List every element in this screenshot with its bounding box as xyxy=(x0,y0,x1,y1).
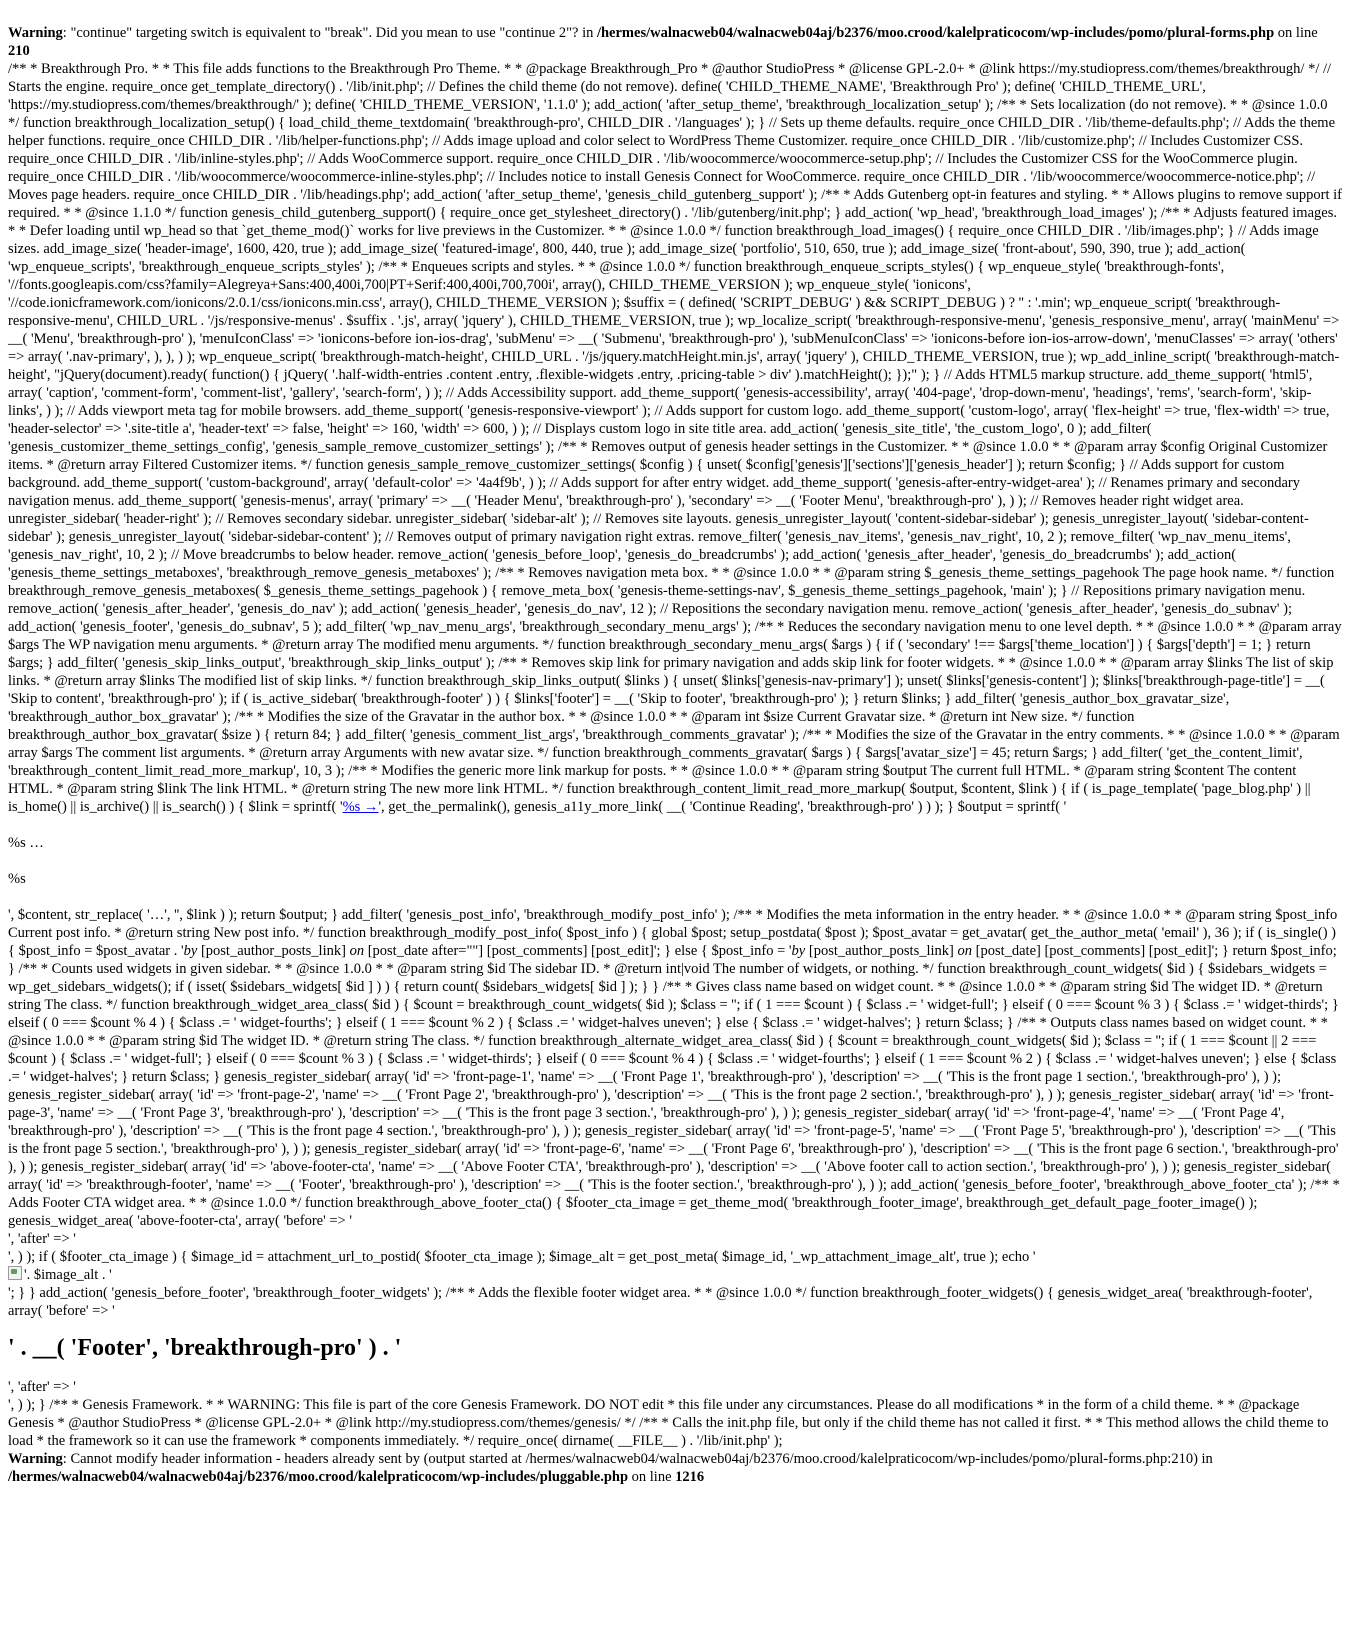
source-text-block: [post_author_posts_link] xyxy=(197,943,350,959)
warning-line-number: 210 xyxy=(8,43,30,59)
after-arg-line: ', 'after' => ' xyxy=(8,1231,76,1247)
warning-label: Warning xyxy=(8,25,63,41)
read-more-link[interactable]: %s → xyxy=(342,799,379,815)
italic-by: by xyxy=(183,943,198,959)
php-source-dump-continued xyxy=(8,906,1342,1230)
php-source-dump-genesis xyxy=(8,1396,1342,1450)
source-text-block: [post_date] [post_comments] [post_edit]'; } return $post_info; } /** * Counts used widgets in given sidebar. * * @since 1.0.0 * * @param string $id The sidebar ID. * @return int|void The number of widgets, or nothing. */ function breakthrough_count_widgets( $id ) { $sidebars_widgets = wp_get_sidebars_widgets(); if ( isset( $sidebars_widgets[ $id ] ) ) { return count( $sidebars_widgets[ $id ] ); } } /** * Gives class name based on widget count. * * @since 1.0.0 * * @param string $id The widget ID. * @return string The class. */ function breakthrough_widget_area_class( $id ) { $count = breakthrough_count_widgets( $id ); $class = ''; if ( 1 === $count ) { $class .= ' widget-full'; } elseif ( 0 === $count % 3 ) { $class .= ' widget-thirds'; } elseif ( 0 === $count % 4 ) { $class .= ' widget-fourths'; } elseif ( 1 === $count % 2 ) { $class .= ' widget-halves uneven'; } else { $class .= ' widget-halves'; } return $class; } /** * Outputs class names based on widget count. * * @since 1.0.0 * * @param string $id The widget ID. * @return string The class. */ function breakthrough_alternate_widget_area_class( $id ) { $count = breakthrough_count_widgets( $id ); $class = ''; if ( 1 === $count || 2 === $count ) { $class .= ' widget-full'; } elseif ( 0 === $count % 3 ) { $class .= ' widget-thirds'; } elseif ( 0 === $count % 4 ) { $class .= ' widget-fourths'; } elseif ( 1 === $count % 2 ) { $class .= ' widget-halves uneven'; } else { $class .= ' widget-halves'; } return $class; } genesis_register_sidebar( array( 'id' => 'front-page-1', 'name' => __( 'Front Page 1', 'breakthrough-pro' ), 'description' => __( 'This is the front page 1 section.', 'breakthrough-pro' ), ) ); genesis_register_sidebar( array( 'id' => 'front-page-2', 'name' => __( 'Front Page 2', 'breakthrough-pro' ), 'description' => __( 'This is the front page 2 section.', 'breakthrough-pro' ), ) ); genesis_register_sidebar( array( 'id' => 'front-page-3', 'name' => __( 'Front Page 3', 'breakthrough-pro' ), 'description' => __( 'This is the front page 3 section.', 'breakthrough-pro' ), ) ); genesis_register_sidebar( array( 'id' => 'front-page-4', 'name' => __( 'Front Page 4', 'breakthrough-pro' ), 'description' => __( 'This is the front page 4 section.', 'breakthrough-pro' ), ) ); genesis_register_sidebar( array( 'id' => 'front-page-5', 'name' => __( 'Front Page 5', 'breakthrough-pro' ), 'description' => __( 'This is the front page 5 section.', 'breakthrough-pro' ), ) ); genesis_register_sidebar( array( 'id' => 'front-page-6', 'name' => __( 'Front Page 6', 'breakthrough-pro' ), 'description' => __( 'This is the front page 6 section.', 'breakthrough-pro' ), ) ); genesis_register_sidebar( array( 'id' => 'above-footer-cta', 'name' => __( 'Above Footer CTA', 'breakthrough-pro' ), 'description' => __( 'Above footer call to action section.', 'breakthrough-pro' ), ) ); genesis_register_sidebar( array( 'id' => 'breakthrough-footer', 'name' => __( 'Footer', 'breakthrough-pro' ), 'description' => __( 'This is the footer section.', 'breakthrough-pro' ), ) ); add_action( 'genesis_before_footer', 'breakthrough_above_footer_cta' ); /** * Adds Footer CTA widget area. * * @since 1.0.0 */ function breakthrough_above_footer_cta() { $footer_cta_image = get_theme_mod( 'breakthrough_footer_image', breakthrough_get_default_page_footer_image() ); genesis_widget_area( 'above-footer-cta', array( 'before' => ' xyxy=(8,943,1340,1229)
image-alt-text: '. $image_alt . ' xyxy=(24,1267,112,1283)
warning-file-path: /hermes/walnacweb04/walnacweb04aj/b2376/moo.crood/kalelpraticocom/wp-includes/pluggable.php xyxy=(8,1469,629,1485)
footer-heading: ' . __( 'Footer', 'breakthrough-pro' ) . ' xyxy=(8,1335,402,1361)
php-source-dump xyxy=(8,60,1342,816)
php-source-dump-footer xyxy=(8,1284,1342,1320)
php-warning-top xyxy=(8,24,1342,60)
italic-on: on xyxy=(349,943,365,959)
warning-message: : "continue" targeting switch is equivalent to "break". Did you mean to use "continue 2"? in xyxy=(62,25,597,41)
source-text-block: '; } } add_action( 'genesis_before_footer', 'breakthrough_footer_widgets' ); /** * Adds the flexible footer widget area. * * @since 1.0.0 */ function breakthrough_footer_widgets() { genesis_widget_area( 'breakthrough-footer', array( 'before' => ' xyxy=(8,1285,1313,1319)
source-text-block: ', get_the_permalink(), genesis_a11y_more_link( __( 'Continue Reading', 'breakthrough-pro' ) ) ); } $output = sprintf( ' xyxy=(378,799,1067,815)
php-source-dump-cta xyxy=(8,1248,1342,1266)
after-arg-line: ', 'after' => ' xyxy=(8,1379,76,1395)
italic-by: by xyxy=(791,943,806,959)
source-text-block: /** * Breakthrough Pro. * * This file adds functions to the Breakthrough Pro Theme. * * @package Breakthrough_Pro * @author StudioPress * @license GPL-2.0+ * @link https://my.studiopress.com/themes/breakthrough/ */ // Starts the engine. require_once get_template_directory() . '/lib/init.php'; // Defines the child theme (do not remove). define( 'CHILD_THEME_NAME', 'Breakthrough Pro' ); define( 'CHILD_THEME_URL', 'https://my.studiopress.com/themes/breakthrough/' ); define( 'CHILD_THEME_VERSION', '1.1.0' ); add_action( 'after_setup_theme', 'breakthrough_localization_setup' ); /** * Sets localization (do not remove). * * @since 1.0.0 */ function breakthrough_localization_setup() { load_child_theme_textdomain( 'breakthrough-pro', CHILD_DIR . '/languages' ); } // Sets up theme defaults. require_once CHILD_DIR . '/lib/theme-defaults.php'; // Adds the theme helper functions. require_once CHILD_DIR . '/lib/helper-functions.php'; // Adds image upload and color select to WordPress Theme Customizer. require_once CHILD_DIR . '/lib/customize.php'; // Includes Customizer CSS. require_once CHILD_DIR . '/lib/inline-styles.php'; // Adds WooCommerce support. require_once CHILD_DIR . '/lib/woocommerce/woocommerce-setup.php'; // Includes the Customizer CSS for the WooCommerce plugin. require_once CHILD_DIR . '/lib/woocommerce/woocommerce-inline-styles.php'; // Includes notice to install Genesis Connect for WooCommerce. require_once CHILD_DIR . '/lib/woocommerce/woocommerce-notice.php'; // Moves page headers. require_once CHILD_DIR . '/lib/headings.php'; add_action( 'after_setup_theme', 'genesis_child_gutenberg_support' ); /** * Adds Gutenberg opt-in features and styling. * * Allows plugins to remove support if required. * * @since 1.1.0 */ function genesis_child_gutenberg_support() { require_once get_stylesheet_directory() . '/lib/gutenberg/init.php'; } add_action( 'wp_head', 'breakthrough_load_images' ); /** * Adjusts featured images. * * Defer loading until wp_head so that `get_theme_mod()` works for live previews in the Customizer. * * @since 1.0.0 */ function breakthrough_load_images() { require_once CHILD_DIR . '/lib/images.php'; } // Adds image sizes. add_image_size( 'header-image', 1600, 420, true ); add_image_size( 'featured-image', 800, 440, true ); add_image_size( 'portfolio', 510, 650, true ); add_image_size( 'front-about', 590, 390, true ); add_action( 'wp_enqueue_scripts', 'breakthrough_enqueue_scripts_styles' ); /** * Enqueues scripts and styles. * * @since 1.0.0 */ function breakthrough_enqueue_scripts_styles() { wp_enqueue_style( 'breakthrough-fonts', '//fonts.googleapis.com/css?family=Alegreya+Sans:400,400i,700|PT+Serif:400,400i,700,700i', array(), CHILD_THEME_VERSION ); wp_enqueue_style( 'ionicons', '//code.ionicframework.com/ionicons/2.0.1/css/ionicons.min.css', array(), CHILD_THEME_VERSION ); $suffix = ( defined( 'SCRIPT_DEBUG' ) && SCRIPT_DEBUG ) ? '' : '.min'; wp_enqueue_script( 'breakthrough-responsive-menu', CHILD_URL . '/js/responsive-menus' . $suffix . '.js', array( 'jquery' ), CHILD_THEME_VERSION, true ); wp_localize_script( 'breakthrough-responsive-menu', 'genesis_responsive_menu', array( 'mainMenu' => __( 'Menu', 'breakthrough-pro' ), 'menuIconClass' => 'ionicons-before ion-ios-drag', 'subMenu' => __( 'Submenu', 'breakthrough-pro' ), 'subMenuIconClass' => 'ionicons-before ion-ios-arrow-down', 'menuClasses' => array( 'others' => array( '.nav-primary', ), ), ) ); wp_enqueue_script( 'breakthrough-match-height', CHILD_URL . '/js/jquery.matchHeight.min.js', array( 'jquery' ), CHILD_THEME_VERSION, true ); wp_add_inline_script( 'breakthrough-match-height', "jQuery(document).ready( function() { jQuery( '.half-width-entries .content .entry, .flexible-widgets .entry, .pricing-table > div' ).matchHeight(); });" ); } // Adds HTML5 markup structure. add_theme_support( 'html5', array( 'caption', 'comment-form', 'comment-list', 'gallery', 'search-form', ) ); // Adds Accessibility support. add_theme_support( 'genesis-accessibility', array( '404-page', 'drop-down-menu', 'headings', 'rems', 'search-form', 'skip-links', ) ); // Adds viewport meta tag for mobile browsers. add_theme_support( 'genesis-responsive-viewport' ); // Adds support for custom logo. add_theme_support( 'custom-logo', array( 'flex-height' => true, 'flex-width' => true, 'header-selector' => '.site-title a', 'header-text' => false, 'height' => 160, 'width' => 600, ) ); // Displays custom logo in site title area. add_action( 'genesis_site_title', 'the_custom_logo', 0 ); add_filter( 'genesis_customizer_theme_settings_config', 'genesis_sample_remove_customizer_settings' ); /** * Removes output of genesis header settings in the Customizer. * * @since 1.0.0 * * @param array $config Original Customizer items. * @return array Filtered Customizer items. */ function genesis_sample_remove_customizer_settings( $config ) { unset( $config['genesis']['sections']['genesis_header'] ); return $config; } // Adds support for custom background. add_theme_support( 'custom-background', array( 'default-color' => '4a4f9b', ) ); // Adds support for after entry widget. add_theme_support( 'genesis-after-entry-widget-area' ); // Renames primary and secondary navigation menus. add_theme_support( 'genesis-menus', array( 'primary' => __( 'Header Menu', 'breakthrough-pro' ), 'secondary' => __( 'Footer Menu', 'breakthrough-pro' ), ) ); // Removes header right widget area. unregister_sidebar( 'header-right' ); // Removes secondary sidebar. unregister_sidebar( 'sidebar-alt' ); // Removes site layouts. genesis_unregister_layout( 'content-sidebar-sidebar' ); genesis_unregister_layout( 'sidebar-content-sidebar' ); genesis_unregister_layout( 'sidebar-sidebar-content' ); // Removes output of primary navigation right extras. remove_filter( 'genesis_nav_items', 'genesis_nav_right', 10, 2 ); remove_filter( 'wp_nav_menu_items', 'genesis_nav_right', 10, 2 ); // Move breadcrumbs to below header. remove_action( 'genesis_before_loop', 'genesis_do_breadcrumbs' ); add_action( 'genesis_after_header', 'genesis_do_breadcrumbs' ); add_action( 'genesis_theme_settings_metaboxes', 'breakthrough_remove_genesis_metaboxes' ); /** * Removes navigation meta box. * * @since 1.0.0 * * @param string $_genesis_theme_settings_pagehook The page hook name. */ function breakthrough_remove_genesis_metaboxes( $_genesis_theme_settings_pagehook ) { remove_meta_box( 'genesis-theme-settings-nav', $_genesis_theme_settings_pagehook, 'main' ); } // Repositions primary navigation menu. remove_action( 'genesis_after_header', 'genesis_do_nav' ); add_action( 'genesis_header', 'genesis_do_nav', 12 ); // Repositions the secondary navigation menu. remove_action( 'genesis_after_header', 'genesis_do_subnav' ); add_action( 'genesis_footer', 'genesis_do_subnav', 5 ); add_filter( 'wp_nav_menu_args', 'breakthrough_secondary_menu_args' ); /** * Reduces the secondary navigation menu to one level depth. * * @since 1.0.0 * * @param array $args The WP navigation menu arguments. * @return array The modified menu arguments. */ function breakthrough_secondary_menu_args( $args ) { if ( 'secondary' !== $args['theme_location'] ) { $args['depth'] = 1; } return $args; } add_filter( 'genesis_skip_links_output', 'breakthrough_skip_links_output' ); /** * Removes skip link for primary navigation and adds skip link for footer widgets. * * @since 1.0.0 * * @param array $links The list of skip links. * @return array $links The modified list of skip links. */ function breakthrough_skip_links_output( $links ) { unset( $links['genesis-nav-primary'] ); unset( $links['genesis-content'] ); $links['breakthrough-page-title'] = __( 'Skip to content', 'breakthrough-pro' ); if ( is_active_sidebar( 'breakthrough-footer' ) ) { $links['footer'] = __( 'Skip to footer', 'breakthrough-pro' ); } return $links; } add_filter( 'genesis_author_box_gravatar_size', 'breakthrough_author_box_gravatar' ); /** * Modifies the size of the Gravatar in the author box. * * @since 1.0.0 * * @param int $size Current Gravatar size. * @return int New size. */ function breakthrough_author_box_gravatar( $size ) { return 84; } add_filter( 'genesis_comment_list_args', 'breakthrough_comments_gravatar' ); /** * Modifies the size of the Gravatar in the entry comments. * * @since 1.0.0 * * @param array $args The comment list arguments. * @return array Arguments with new avatar size. */ function breakthrough_comments_gravatar( $args ) { $args['avatar_size'] = 45; return $args; } add_filter( 'get_the_content_limit', 'breakthrough_content_limit_read_more_markup', 10, 3 ); /** * Modifies the generic more link markup for posts. * * @since 1.0.0 * * @param string $output The current full HTML. * @param string $content The content HTML. * @param string $link The link HTML. * @return string The new more link HTML. */ function breakthrough_content_limit_read_more_markup( $output, $content, $link ) { if ( is_page_template( 'page_blog.php' ) || is_home() || is_archive() || is_search() ) { $link = sprintf( ' xyxy=(8,61,1342,815)
warning-on-line-text: on line xyxy=(1274,25,1318,41)
warning-label: Warning xyxy=(8,1451,63,1467)
spacer xyxy=(8,888,1342,906)
source-text-block: ', ) ); } /** * Genesis Framework. * * WARNING: This file is part of the core Genesis Framework. DO NOT edit * this file under any circumstances. Please do all modifications * in the form of a child theme. * * @package Genesis * @author StudioPress * @license GPL-2.0+ * @link http://my.studiopress.com/themes/genesis/ */ /** * Calls the init.php file, but only if the child theme has not called it first. * * This method allows the child theme to load * the framework so it can use the framework * components immediately. */ require_once( dirname( __FILE__ ) . '/lib/init.php' ); xyxy=(8,1397,1329,1449)
warning-message: : Cannot modify header information - headers already sent by (output started at /hermes/walnacweb04/walnacweb04aj/b2376/moo.crood/kalelpraticocom/wp-includes/pomo/plural-forms.php:210) in xyxy=(62,1451,1213,1467)
sprintf-text: %s xyxy=(8,871,26,887)
warning-file-path: /hermes/walnacweb04/walnacweb04aj/b2376/moo.crood/kalelpraticocom/wp-includes/pomo/plural-forms.php xyxy=(596,25,1275,41)
php-warning-bottom xyxy=(8,1450,1342,1486)
source-text-block: [post_date after=""] [post_comments] [post_edit]'; } else { $post_info = ' xyxy=(364,943,792,959)
spacer xyxy=(8,816,1342,834)
spacer xyxy=(8,852,1342,870)
italic-on: on xyxy=(957,943,972,959)
warning-line-number: 1216 xyxy=(675,1469,705,1485)
broken-image-line xyxy=(8,1266,1342,1284)
source-text-block: ', $content, str_replace( '…', '', $link ) ); return $output; } add_filter( 'genesis_post_info', 'breakthrough_modify_post_info' ); /** * Modifies the meta information in the entry header. * * @since 1.0.0 * * @param string $post_info Current post info. * @return string New post info. */ function breakthrough_modify_post_info( $post_info ) { global $post; setup_postdata( $post ); $post_avatar = get_avatar( get_the_author_meta( 'email' ), 36 ); if ( is_single() ) { $post_info = $post_avatar . ' xyxy=(8,907,1338,959)
source-text-block: [post_author_posts_link] xyxy=(805,943,958,959)
broken-image-icon xyxy=(8,1266,22,1280)
warning-on-line-text: on line xyxy=(628,1469,676,1485)
source-text-block: ', ) ); if ( $footer_cta_image ) { $image_id = attachment_url_to_postid( $footer_cta_image ); $image_alt = get_post_meta( $image_id, '_wp_attachment_image_alt', true ); echo ' xyxy=(8,1249,1036,1265)
sprintf-text-ellipsis: %s … xyxy=(8,835,44,851)
